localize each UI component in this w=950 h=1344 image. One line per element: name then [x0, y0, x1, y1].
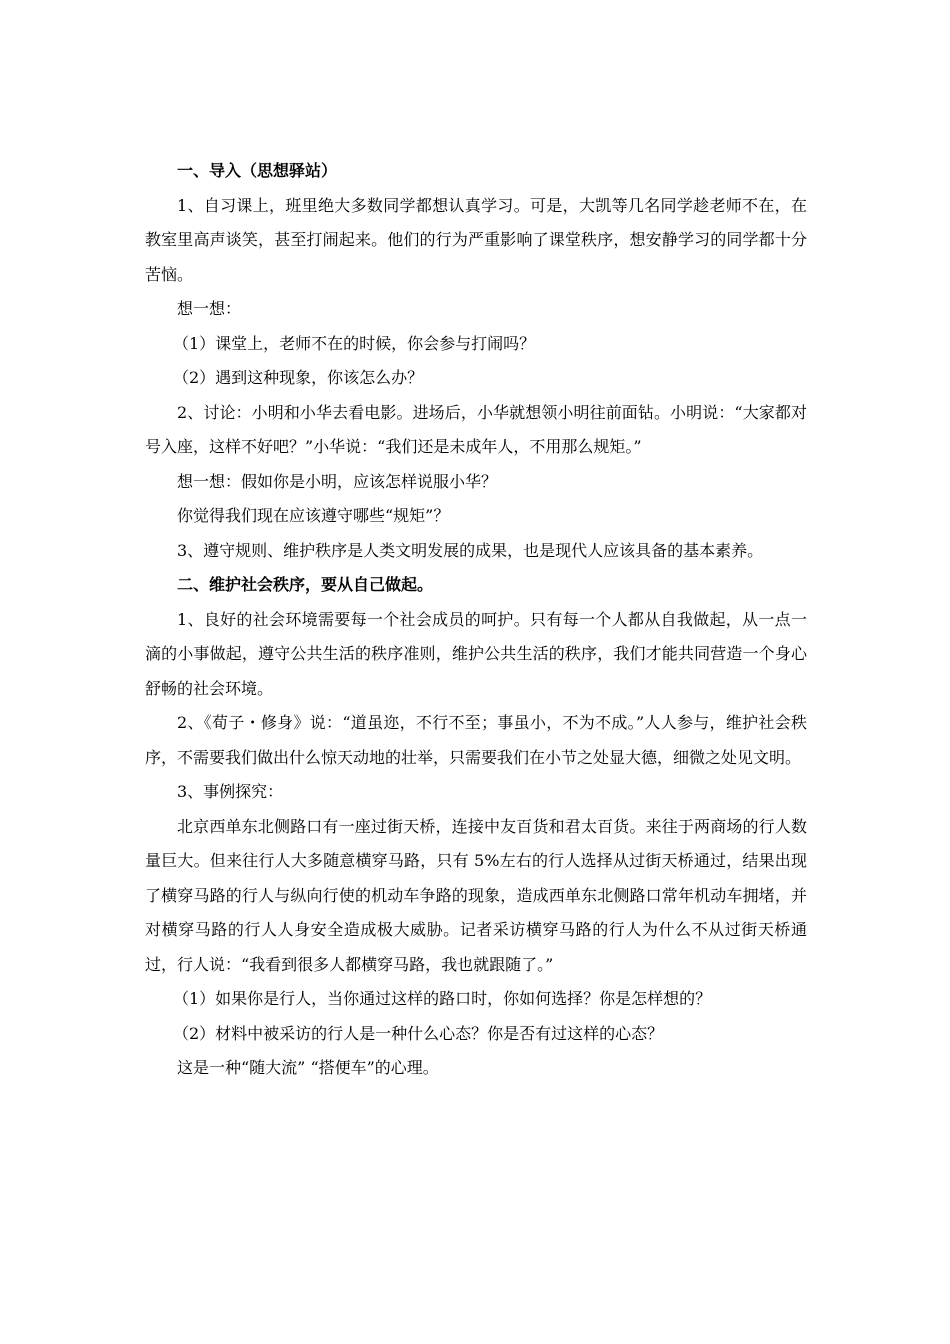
paragraph: 2、《荀子・修身》说：“道虽迩，不行不至；事虽小，不为不成。”人人参与，维护社会秩序，不需要我们做出什么惊天动地的壮举，只需要我们在小节之处显大德，细微之处见文明。	[145, 713, 807, 767]
paragraph: 3、遵守规则、维护秩序是人类文明发展的成果，也是现代人应该具备的基本素养。	[177, 540, 764, 560]
paragraph: 这是一种“随大流” “搭便车”的心理。	[177, 1058, 439, 1077]
paragraph: 你觉得我们现在应该遵守哪些“规矩”？	[177, 506, 450, 525]
question-item: （1）如果你是行人，当你通过这样的路口时，你如何选择？你是怎样想的？	[173, 989, 712, 1008]
section-heading-intro: 一、导入（思想驿站）	[177, 161, 338, 180]
question-item: （2）材料中被采访的行人是一种什么心态？你是否有过这样的心态？	[173, 1023, 664, 1043]
document-page	[145, 154, 807, 1086]
paragraph: 2、讨论：小明和小华去看电影。进场后，小华就想领小明往前面钻。小明说：“大家都对号入座，这样不好吧？”小华说：“我们还是未成年人，不用那么规矩。”	[145, 402, 807, 456]
paragraph: 想一想：	[177, 299, 242, 318]
paragraph: 想一想：假如你是小明，应该怎样说服小华？	[177, 471, 498, 491]
paragraph: 北京西单东北侧路口有一座过街天桥，连接中友百货和君太百货。来往于两商场的行人数量巨大。但来往行人大多随意横穿马路，只有 5%左右的行人选择从过街天桥通过，结果出现了横穿马路的行人与纵向行使的机动车争路的现象，造成西单东北侧路口常年机动车拥堵，并对横穿马路的行人人身安全造成极大威胁。记者采访横穿马路的行人为什么不从过街天桥通过，行人说：“我看到很多人都横穿马路，我也就跟随了。”	[145, 816, 807, 974]
paragraph: 3、事例探究：	[177, 782, 284, 801]
question-item: （1）课堂上，老师不在的时候，你会参与打闹吗？	[173, 333, 536, 353]
paragraph: 1、自习课上，班里绝大多数同学都想认真学习。可是，大凯等几名同学趁老师不在，在教室里高声谈笑，甚至打闹起来。他们的行为严重影响了课堂秩序，想安静学习的同学都十分苦恼。	[145, 195, 807, 284]
question-item: （2）遇到这种现象，你该怎么办？	[173, 368, 424, 387]
paragraph: 1、良好的社会环境需要每一个社会成员的呵护。只有每一个人都从自我做起，从一点一滴的小事做起，遵守公共生活的秩序准则，维护公共生活的秩序，我们才能共同营造一个身心舒畅的社会环境。	[145, 609, 807, 698]
section-heading-order: 二、维护社会秩序，要从自己做起。	[177, 575, 434, 594]
